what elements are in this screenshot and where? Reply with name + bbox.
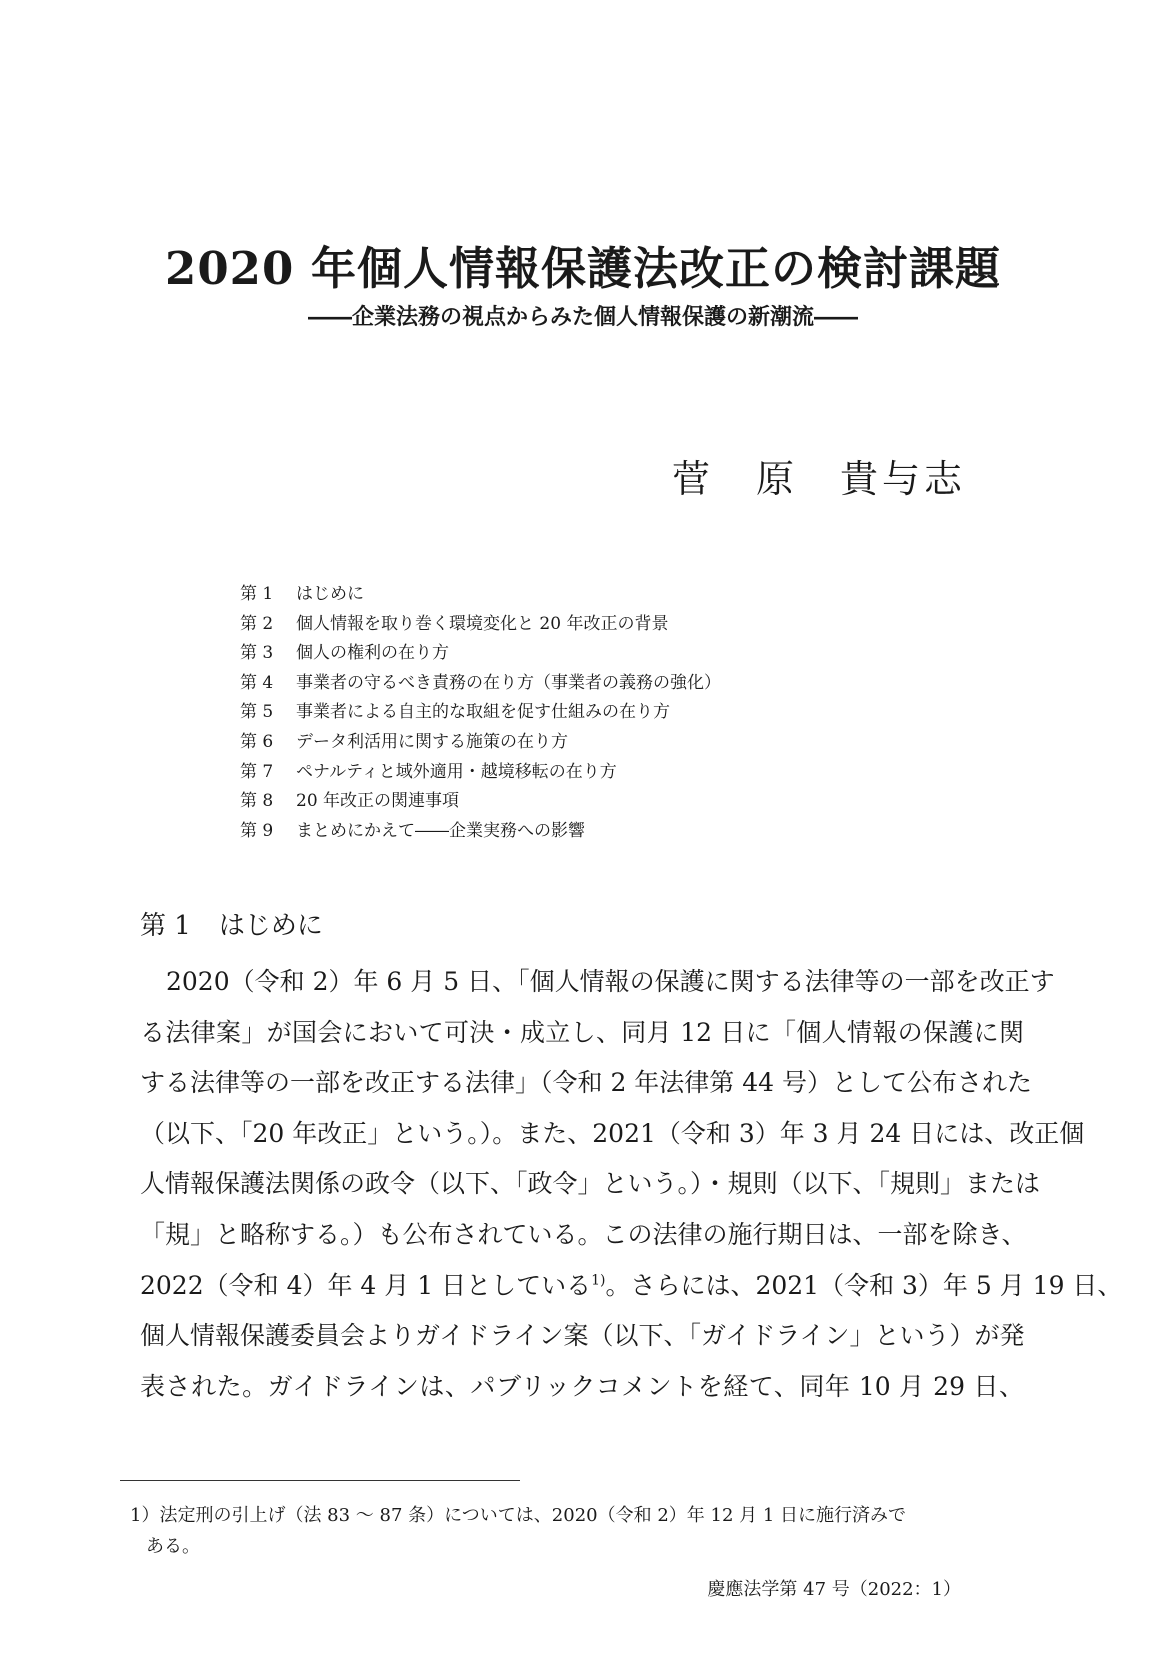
body-paragraph	[140, 957, 1123, 1412]
toc-item-text: データ利活用に関する施策の在り方	[296, 731, 568, 752]
toc-item-text: 事業者の守るべき責務の在り方（事業者の義務の強化）	[296, 672, 721, 693]
toc-item-text: はじめに	[296, 584, 364, 604]
toc-item	[240, 669, 721, 699]
section-title: はじめに	[218, 911, 323, 941]
toc-item-number: 第 1	[240, 584, 274, 604]
footnote	[130, 1500, 1010, 1562]
toc-item	[240, 580, 721, 610]
toc-item-text: 20 年改正の関連事項	[296, 791, 460, 812]
toc-item-number: 第 4	[240, 672, 274, 693]
body-line: （以下、「20 年改正」という。）。また、2021（令和 3）年 3 月 24 日には、改正個	[140, 1118, 1085, 1148]
body-line-part: 2022（令和 4）年 4 月 1 日としている	[140, 1270, 592, 1300]
section-heading	[140, 905, 323, 942]
toc-item	[240, 639, 721, 669]
toc-item-text: まとめにかえて――企業実務への影響	[296, 820, 585, 841]
body-line: 2020（令和 2）年 6 月 5 日、「個人情報の保護に関する法律等の一部を改正す	[166, 967, 1055, 996]
toc-item-number: 第 3	[240, 643, 274, 664]
body-line: する法律等の一部を改正する法律」（令和 2 年法律第 44 号）として公布された	[140, 1068, 1033, 1098]
body-line: 「規」と略称する。）も公布されている。この法律の施行期日は、一部を除き、	[140, 1219, 1027, 1249]
body-line: る法律案」が国会において可決・成立し、同月 12 日に「個人情報の保護に関	[140, 1017, 1024, 1047]
toc-item-number: 第 7	[240, 761, 274, 782]
toc-item-text: 事業者による自主的な取組を促す仕組みの在り方	[296, 702, 670, 723]
toc-item-text: 個人情報を取り巻く環境変化と 20 年改正の背景	[296, 613, 669, 634]
body-line: 表された。ガイドラインは、パブリックコメントを経て、同年 10 月 29 日、	[140, 1371, 1024, 1401]
toc-item-text: 個人の権利の在り方	[296, 643, 449, 664]
body-line	[140, 1261, 1123, 1312]
footnote-line: ある。	[146, 1536, 200, 1557]
toc-item-number: 第 5	[240, 702, 274, 723]
footnote-divider	[120, 1480, 520, 1481]
paper-subtitle: ――企業法務の視点からみた個人情報保護の新潮流――	[307, 304, 858, 330]
toc-item-number: 第 6	[240, 731, 274, 752]
body-line: 個人情報保護委員会よりガイドライン案（以下、「ガイドライン」という）が発	[140, 1321, 1025, 1351]
body-line-part: 。さらには、2021（令和 3）年 5 月 19 日、	[605, 1270, 1123, 1300]
section-number: 第 1	[140, 911, 191, 941]
toc-item	[240, 698, 721, 728]
toc-item	[240, 817, 721, 847]
body-line: 人情報保護法関係の政令（以下、「政令」という。）・規則（以下、「規則」または	[140, 1169, 1041, 1199]
footnote-reference[interactable]: 1)	[591, 1272, 606, 1289]
author-name: 菅 原 貴与志	[671, 457, 966, 501]
paper-title: 2020 年個人情報保護法改正の検討課題	[165, 242, 1001, 295]
toc-item	[240, 758, 721, 788]
toc-item	[240, 787, 721, 817]
toc-item-text: ペナルティと域外適用・越境移転の在り方	[296, 761, 617, 782]
toc-item-number: 第 2	[240, 613, 274, 634]
footnote-line: 1）法定刑の引上げ（法 83 〜 87 条）については、2020（令和 2）年 12 月 1 日に施行済みで	[130, 1505, 907, 1526]
journal-citation: 慶應法学第 47 号（2022：1）	[707, 1579, 961, 1600]
toc-item-number: 第 8	[240, 791, 274, 812]
toc-item-number: 第 9	[240, 820, 274, 841]
toc-item	[240, 610, 721, 640]
toc-item	[240, 728, 721, 758]
table-of-contents	[240, 580, 721, 846]
